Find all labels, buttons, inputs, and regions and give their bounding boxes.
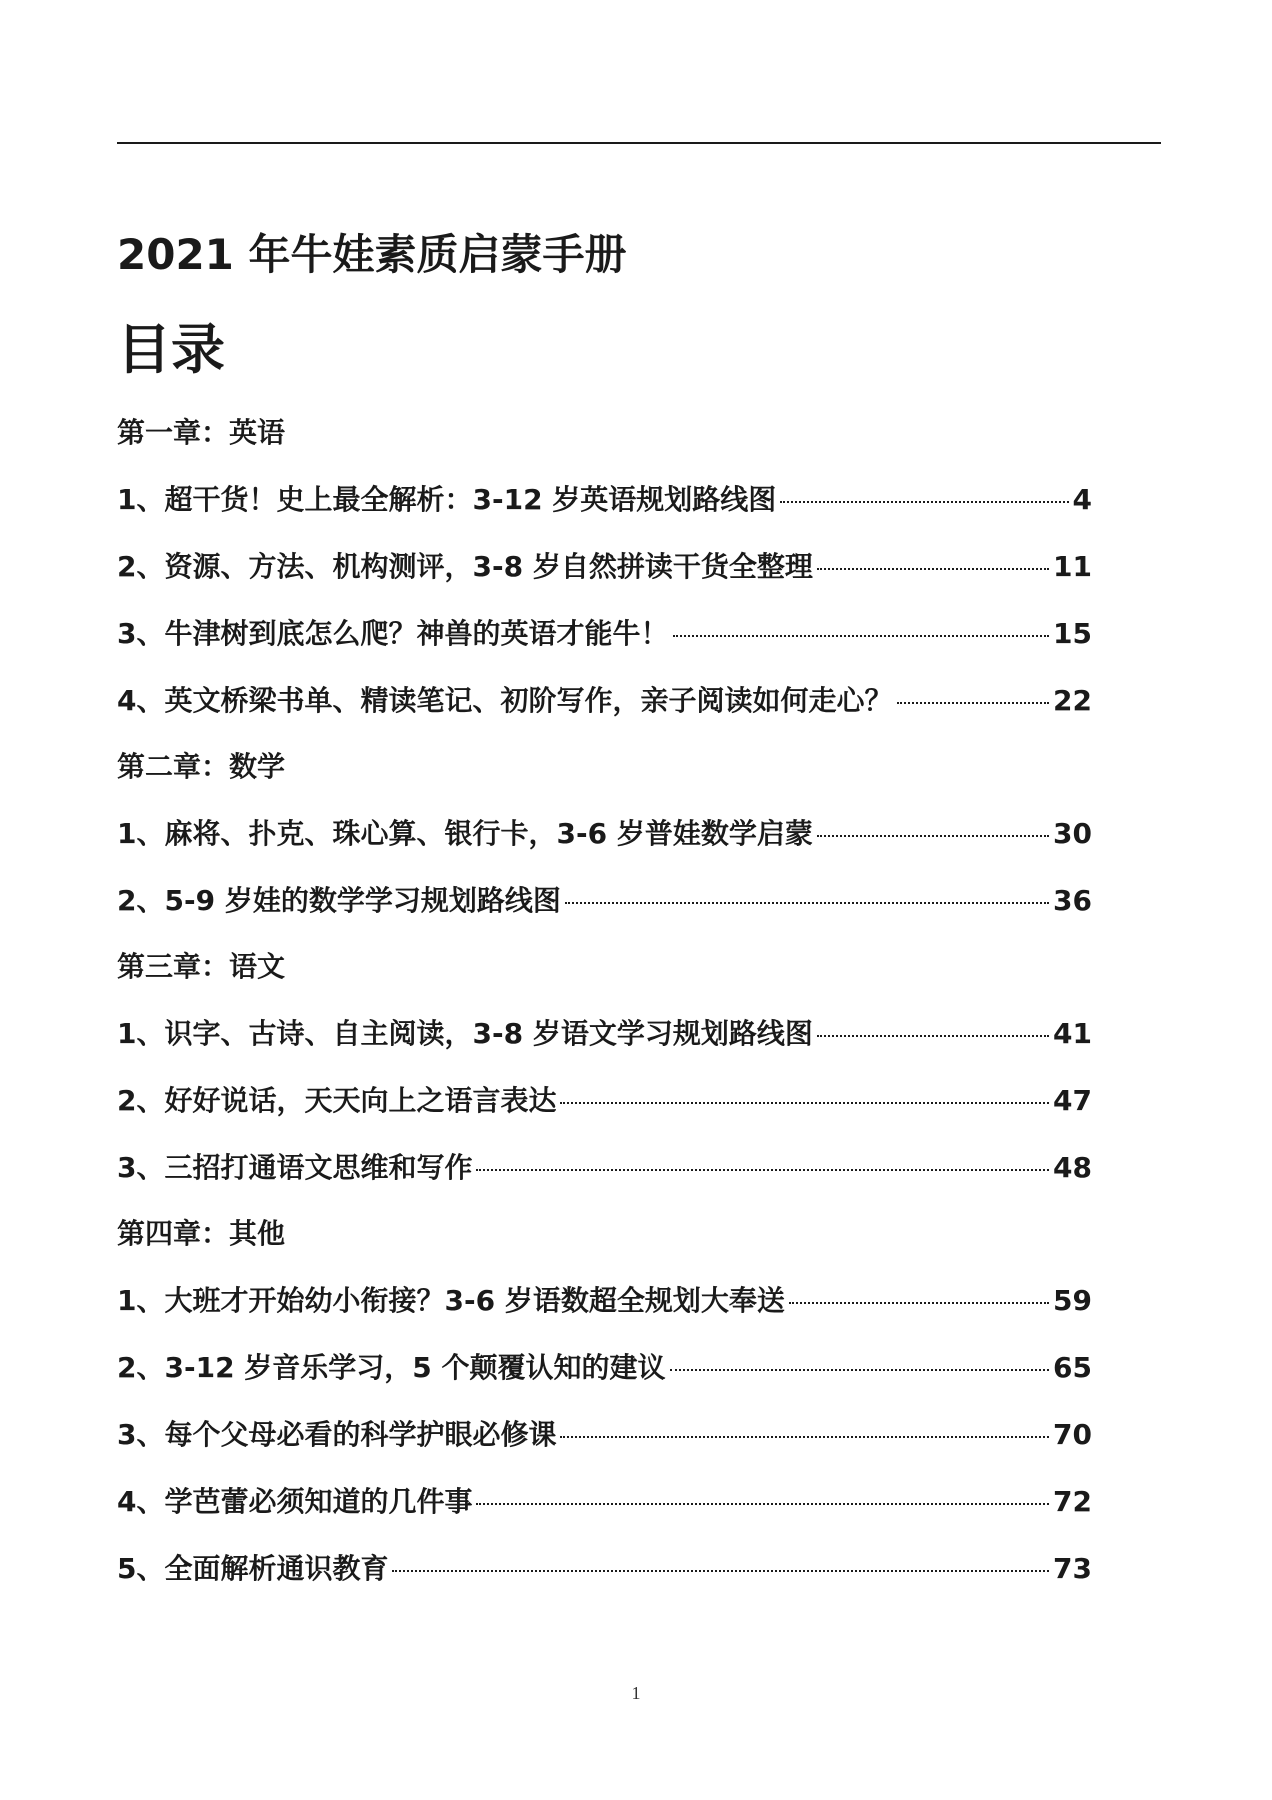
toc-entry-page: 47	[1053, 1084, 1092, 1117]
dot-leader	[560, 1436, 1049, 1438]
toc-entry-page: 30	[1053, 817, 1092, 850]
toc-entry-label: 1、超干货！史上最全解析：3-12 岁英语规划路线图	[117, 483, 777, 516]
toc-entry[interactable]	[117, 1267, 1092, 1334]
toc-entry[interactable]	[117, 466, 1092, 533]
toc-entry-page: 36	[1053, 884, 1092, 917]
document-title: 2021 年牛娃素质启蒙手册	[117, 230, 627, 279]
page-number: 1	[631, 1683, 641, 1703]
toc-entry[interactable]	[117, 1535, 1092, 1602]
toc-entry[interactable]	[117, 1334, 1092, 1401]
table-of-contents	[117, 400, 1092, 1602]
dot-leader	[673, 635, 1050, 637]
dot-leader	[565, 902, 1049, 904]
toc-entry-label: 2、5-9 岁娃的数学学习规划路线图	[117, 884, 561, 917]
chapter-title: 第二章：数学	[117, 750, 286, 783]
toc-entry-page: 72	[1053, 1485, 1092, 1518]
dot-leader	[780, 501, 1068, 503]
toc-entry-label: 3、三招打通语文思维和写作	[117, 1151, 473, 1184]
toc-entry[interactable]	[117, 1468, 1092, 1535]
dot-leader	[560, 1102, 1049, 1104]
toc-entry-label: 3、牛津树到底怎么爬？神兽的英语才能牛！	[117, 617, 669, 650]
toc-entry-page: 48	[1053, 1151, 1092, 1184]
chapter-title: 第一章：英语	[117, 416, 286, 449]
toc-entry-label: 2、3-12 岁音乐学习，5 个颠覆认知的建议	[117, 1351, 666, 1384]
dot-leader	[897, 702, 1050, 704]
toc-chapter	[117, 1201, 1092, 1602]
toc-entry-page: 41	[1053, 1017, 1092, 1050]
toc-entry-page: 70	[1053, 1418, 1092, 1451]
dot-leader	[789, 1302, 1049, 1304]
dot-leader	[476, 1169, 1049, 1171]
toc-entry[interactable]	[117, 1401, 1092, 1468]
toc-entry-page: 59	[1053, 1284, 1092, 1317]
toc-entry-label: 4、学芭蕾必须知道的几件事	[117, 1485, 473, 1518]
header-rule	[117, 142, 1161, 144]
dot-leader	[817, 1035, 1049, 1037]
dot-leader	[670, 1369, 1050, 1371]
toc-entry-label: 1、识字、古诗、自主阅读，3-8 岁语文学习规划路线图	[117, 1017, 813, 1050]
toc-entry-page: 15	[1053, 617, 1092, 650]
toc-entry-label: 1、麻将、扑克、珠心算、银行卡，3-6 岁普娃数学启蒙	[117, 817, 813, 850]
toc-entry-label: 5、全面解析通识教育	[117, 1552, 389, 1585]
dot-leader	[392, 1570, 1049, 1572]
toc-entry-label: 1、大班才开始幼小衔接？3-6 岁语数超全规划大奉送	[117, 1284, 785, 1317]
toc-entry-label: 2、资源、方法、机构测评，3-8 岁自然拼读干货全整理	[117, 550, 813, 583]
toc-entry[interactable]	[117, 667, 1092, 734]
toc-entry-page: 73	[1053, 1552, 1092, 1585]
toc-entry-label: 2、好好说话，天天向上之语言表达	[117, 1084, 557, 1117]
toc-entry[interactable]	[117, 600, 1092, 667]
dot-leader	[817, 568, 1049, 570]
toc-entry[interactable]	[117, 1000, 1092, 1067]
toc-entry-page: 65	[1053, 1351, 1092, 1384]
toc-entry-page: 22	[1053, 684, 1092, 717]
toc-entry[interactable]	[117, 1134, 1092, 1201]
dot-leader	[476, 1503, 1049, 1505]
toc-chapter	[117, 734, 1092, 934]
toc-entry-label: 3、每个父母必看的科学护眼必修课	[117, 1418, 557, 1451]
toc-entry-label: 4、英文桥梁书单、精读笔记、初阶写作，亲子阅读如何走心？	[117, 684, 893, 717]
toc-entry[interactable]	[117, 867, 1092, 934]
toc-entry[interactable]	[117, 800, 1092, 867]
dot-leader	[817, 835, 1049, 837]
toc-entry[interactable]	[117, 1067, 1092, 1134]
chapter-title: 第三章：语文	[117, 950, 286, 983]
chapter-title: 第四章：其他	[117, 1217, 286, 1250]
toc-entry-page: 11	[1053, 550, 1092, 583]
toc-chapter	[117, 400, 1092, 734]
toc-heading: 目录	[117, 318, 225, 381]
toc-entry-page: 4	[1072, 483, 1092, 516]
toc-entry[interactable]	[117, 533, 1092, 600]
toc-chapter	[117, 934, 1092, 1201]
